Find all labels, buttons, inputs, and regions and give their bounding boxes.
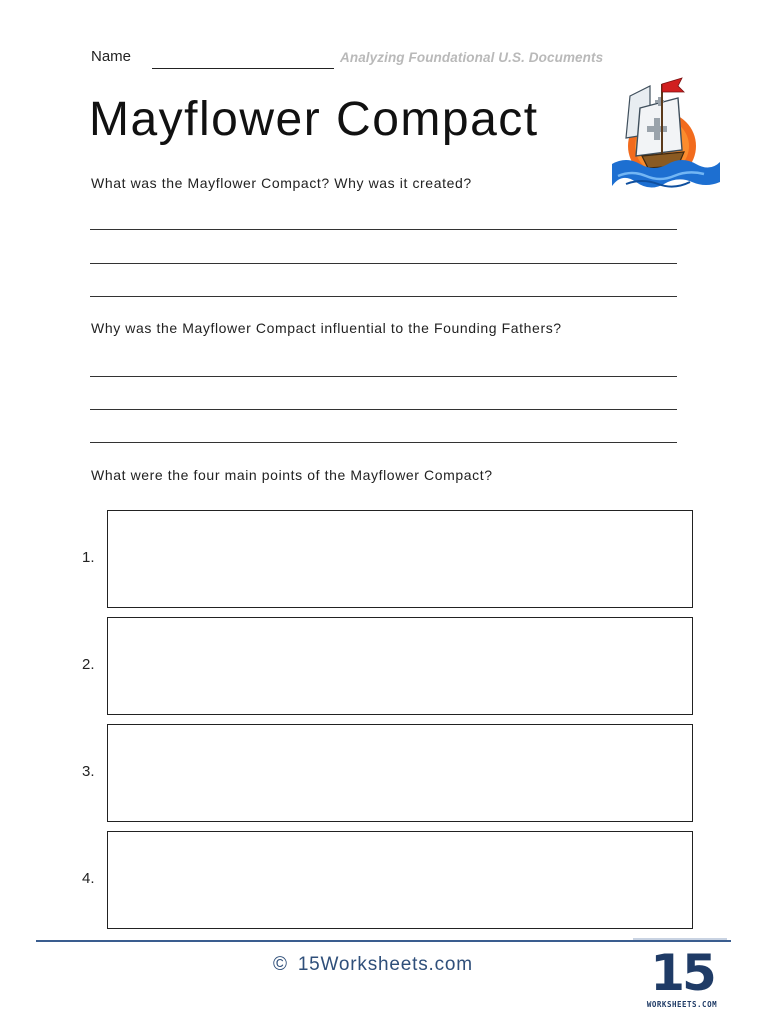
point-number-3: 3. <box>82 763 95 780</box>
point-answer-box-2[interactable] <box>107 617 693 715</box>
answer-line[interactable] <box>90 409 677 410</box>
answer-line[interactable] <box>90 376 677 377</box>
page-title: Mayflower Compact <box>89 93 539 146</box>
question-1: What was the Mayflower Compact? Why was it created? <box>91 175 472 191</box>
point-answer-box-4[interactable] <box>107 831 693 929</box>
site-logo <box>640 946 724 1014</box>
logo-number: 15 <box>650 944 714 1002</box>
point-answer-box-1[interactable] <box>107 510 693 608</box>
point-number-4: 4. <box>82 870 95 887</box>
name-input-line[interactable] <box>152 68 334 69</box>
answer-line[interactable] <box>90 296 677 297</box>
point-answer-box-3[interactable] <box>107 724 693 822</box>
sailing-ship-icon <box>612 72 720 198</box>
answer-line[interactable] <box>90 442 677 443</box>
footer-site <box>273 954 473 976</box>
question-3: What were the four main points of the Mayflower Compact? <box>91 467 493 483</box>
footer-site-name: 15Worksheets.com <box>297 954 473 975</box>
copyright-icon: © <box>273 954 288 975</box>
name-label: Name <box>91 48 132 65</box>
point-number-1: 1. <box>82 549 95 566</box>
answer-line[interactable] <box>90 229 677 230</box>
answer-line[interactable] <box>90 263 677 264</box>
point-number-2: 2. <box>82 656 95 673</box>
worksheet-subject: Analyzing Foundational U.S. Documents <box>340 50 604 65</box>
footer-rule <box>36 940 731 942</box>
question-2: Why was the Mayflower Compact influential to the Founding Fathers? <box>91 320 562 336</box>
logo-wordmark: WORKSHEETS.COM <box>646 1000 718 1009</box>
